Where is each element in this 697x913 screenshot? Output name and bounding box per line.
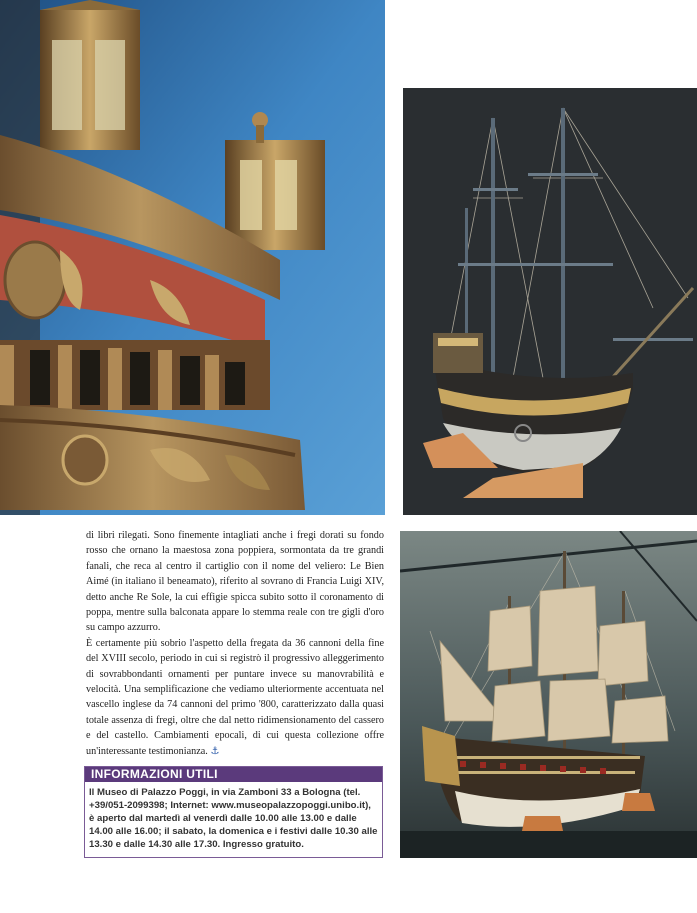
stern-carving-photo: [0, 0, 385, 515]
anchor-icon: ⚓: [210, 745, 220, 757]
galleon-model-photo: [403, 88, 697, 515]
info-box: [84, 766, 383, 858]
article-paragraph-2-text: È certamente più sobrio l'aspetto della fregata da 36 cannoni della fine del XVIII secolo, periodo in cui si registrò il progressivo alleggerimento di sovrabbondanti ornamenti per puntare invece su manovrabilità e velocità. Una semplificazione che vediamo ulteriormente accentuata nel vascello inglese da 74 cannoni del primo '800, caratterizzato dalla quasi totale assenza di fregi, oltre che dal netto ridimensionamento del cassero e del castello. Cambiamenti epocali, di cui questa collezione offre un'interessante testimonianza.: [86, 637, 384, 757]
ship-of-line-model-photo: [400, 531, 697, 858]
info-box-text: Il Museo di Palazzo Poggi, in via Zamboni 33 a Bologna (tel. +39/051-2099398; Internet: www.museopalazzopoggi.unibo.it), è aperto dal martedì al venerdì dalle 10.00 alle 13.00 e dalle 14.00 alle 16.00; il sabato, la domenica e i festivi dalle 10.30 alle 13.30 e dalle 14.30 alle 17.30. Ingresso gratuito.: [89, 787, 378, 850]
article-body: [86, 528, 384, 759]
article-paragraph-1: di libri rilegati. Sono finemente intagliati anche i fregi dorati su fondo rosso che ornano la maestosa zona poppiera, sormontata da tre grandi fanali, che reca al centro il cartiglio con il nome del veliero: Le Bien Aimé (in italiano il beneamato), riferito al sovrano di Francia Luigi XIV, detto anche Re Sole, la cui effigie spicca subito sotto il coronamento di poppa, mentre sulla balconata appare lo stemma reale con tre gigli d'oro su campo azzurro.: [86, 530, 384, 634]
article-paragraph-2: [86, 636, 384, 759]
info-box-title: INFORMAZIONI UTILI: [85, 767, 382, 782]
